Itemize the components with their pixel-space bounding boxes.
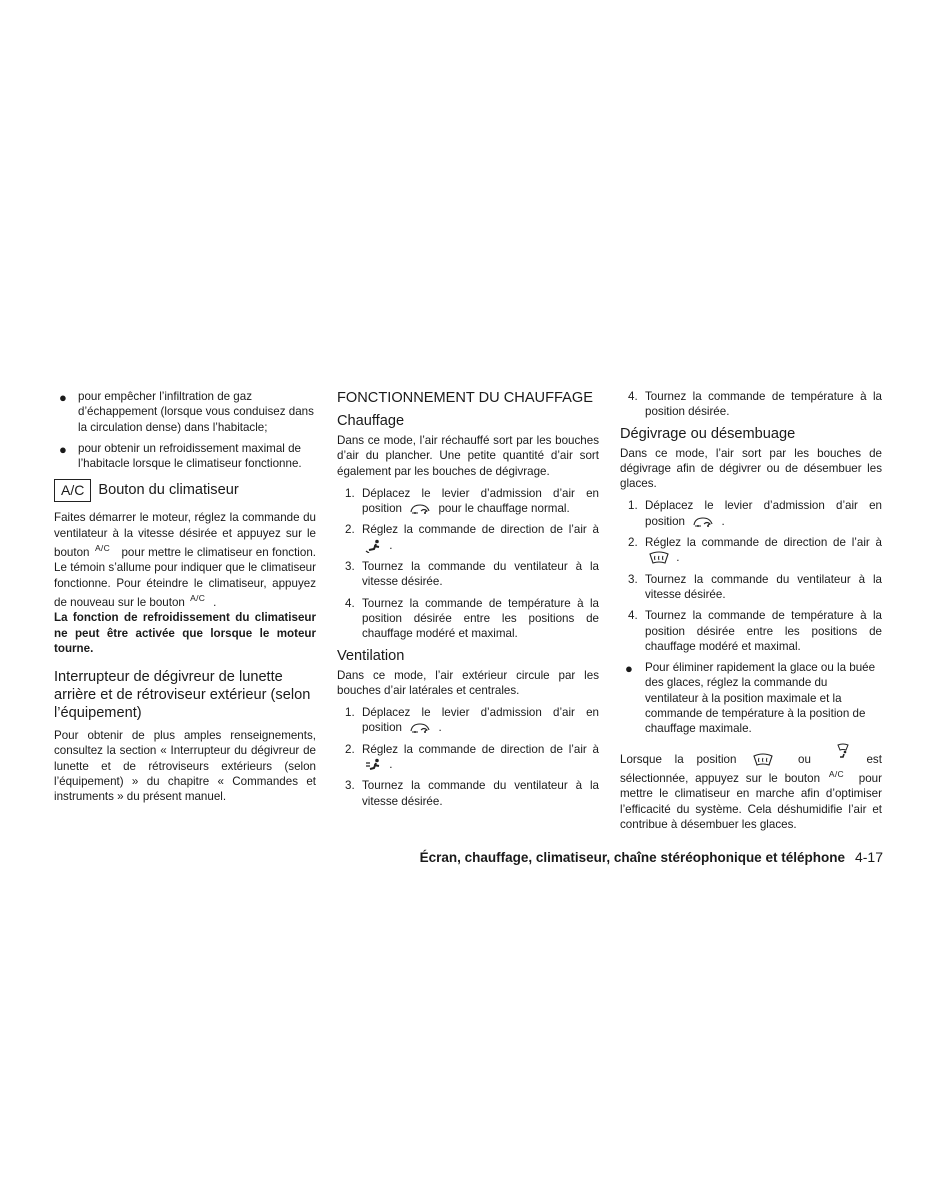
- recirculation-off-icon: [408, 502, 432, 516]
- ac-small-icon: A/C: [94, 543, 111, 554]
- bullet-icon: ●: [59, 390, 67, 405]
- text: est sélectionnée, appuyez sur le bouton: [620, 752, 882, 785]
- bullet-icon: ●: [625, 661, 633, 677]
- text: .: [389, 538, 393, 552]
- text: Tournez la commande du ventilateur à la vitesse désirée.: [645, 572, 882, 601]
- text: Déplacez le levier d’admission d’air en position: [362, 486, 599, 516]
- text: Réglez la commande de direction de l’air à: [645, 536, 882, 550]
- list-item: [337, 559, 599, 590]
- item-number: 3.: [345, 560, 355, 574]
- paragraph: Pour obtenir de plus amples renseignements, consultez la section « Interrupteur du dégivreur de lunette et de rétroviseurs extérieurs (selon l’équipement) » du chapitre « Commandes et instruments » du présent manuel.: [54, 729, 316, 804]
- text: Réglez la commande de direction de l’air à: [362, 742, 599, 756]
- text: ou: [798, 752, 811, 766]
- item-number: 2.: [345, 742, 355, 756]
- section-heading: Bouton du climatiseur: [98, 482, 239, 499]
- column-left: [54, 389, 316, 805]
- ac-small-icon: A/C: [190, 592, 206, 603]
- paragraph: Dans ce mode, l’air sort par les bouches de dégivrage afin de dégivrer ou de désembuer les glaces.: [620, 446, 882, 491]
- list-item: [620, 389, 882, 420]
- paragraph: [620, 743, 882, 832]
- ac-button-heading: [54, 479, 316, 502]
- text: Tournez la commande du ventilateur à la vitesse désirée.: [362, 560, 599, 589]
- text: pour mettre le climatiseur en fonction. Le témoin s’allume pour indiquer que le climatiseur fonctionne. Pour éteindre le climatiseur, appuyez de nouveau sur le bouton: [54, 546, 316, 609]
- face-vent-icon: [365, 758, 383, 772]
- list-item: [620, 572, 882, 603]
- text: pour mettre le climatiseur en marche afin d’optimiser l’efficacité du système. Cela déshumidifie l’air et contribue à désembuer les glaces.: [620, 771, 882, 831]
- list-item: [620, 660, 882, 736]
- list-item: [620, 498, 882, 529]
- chapter-title: Écran, chauffage, climatiseur, chaîne stéréophonique et téléphone: [419, 850, 845, 865]
- text: Tournez la commande de température à la position désirée entre les positions de chauffage modéré et maximal.: [362, 596, 599, 641]
- warning-note: La fonction de refroidissement du climatiseur ne peut être activée que lorsque le moteur tourne.: [54, 611, 316, 655]
- text: Faites démarrer le moteur, réglez la commande du ventilateur à la vitesse désirée et appuyez sur le bouton: [54, 511, 316, 560]
- list-item: [620, 535, 882, 566]
- recirculation-off-icon: [408, 721, 432, 735]
- list-item: [337, 705, 599, 736]
- list-item: [337, 486, 599, 517]
- subsection-heading: Dégivrage ou désembuage: [620, 425, 796, 442]
- subsection-heading: Ventilation: [337, 647, 405, 664]
- floor-vent-icon: [365, 539, 383, 553]
- text: .: [721, 514, 725, 528]
- item-number: 1.: [345, 486, 355, 500]
- column-middle: [337, 389, 599, 815]
- text: Réglez la commande de direction de l’air à: [362, 523, 599, 537]
- text: Lorsque la position: [620, 752, 737, 766]
- list-item: [337, 742, 599, 773]
- text: Tournez la commande de température à la position désirée.: [645, 390, 882, 419]
- item-number: 4.: [628, 609, 638, 623]
- ac-small-icon: A/C: [828, 768, 844, 779]
- section-heading: Interrupteur de dégivreur de lunette arrière et de rétroviseur extérieur (selon l’équipement): [54, 669, 311, 722]
- column-right: [620, 389, 882, 832]
- paragraph: Dans ce mode, l’air réchauffé sort par les bouches d’air du plancher. Une petite quantité d’air sort également par les bouches de dégivrage.: [337, 434, 599, 478]
- item-number: 3.: [345, 779, 355, 793]
- list-item: [337, 596, 599, 642]
- ac-button-icon: A/C: [54, 479, 91, 502]
- item-number: 4.: [628, 390, 638, 403]
- defrost-floor-icon: [835, 743, 851, 759]
- text: Déplacez le levier d’admission d’air en position: [362, 706, 599, 735]
- paragraph: [54, 510, 316, 610]
- list-item: [337, 778, 599, 809]
- item-number: 3.: [628, 572, 638, 586]
- item-number: 4.: [345, 596, 355, 610]
- section-heading: FONCTIONNEMENT DU CHAUFFAGE: [337, 390, 593, 406]
- item-number: 1.: [345, 706, 355, 720]
- item-number: 2.: [628, 536, 638, 550]
- page-number: 4-17: [854, 849, 883, 865]
- paragraph: Dans ce mode, l’air extérieur circule par les bouches d’air latérales et centrales.: [337, 668, 599, 697]
- defrost-icon: [752, 753, 774, 767]
- defrost-icon: [648, 551, 670, 565]
- list-item: [620, 608, 882, 654]
- bullet-text: Pour éliminer rapidement la glace ou la buée des glaces, réglez la commande du ventilateur à la position maximale et la commande de température à la position de chauffage maximale.: [645, 661, 876, 736]
- list-item: [337, 522, 599, 553]
- item-number: 1.: [628, 499, 638, 513]
- list-item: [54, 441, 316, 472]
- text: .: [676, 551, 680, 565]
- recirculation-off-icon: [691, 515, 715, 529]
- bullet-text: pour empêcher l’infiltration de gaz d’échappement (lorsque vous conduisez dans la circulation dense) dans l’habitacle;: [78, 390, 314, 434]
- item-number: 2.: [345, 523, 355, 537]
- text: Tournez la commande de température à la position désirée entre les positions de chauffage modéré et maximal.: [645, 609, 882, 653]
- bullet-text: pour obtenir un refroidissement maximal de l’habitacle lorsque le climatiseur fonctionne.: [78, 441, 302, 471]
- bullet-icon: ●: [59, 441, 67, 457]
- text: .: [213, 595, 217, 609]
- text: pour le chauffage normal.: [438, 502, 570, 516]
- text: .: [389, 758, 393, 772]
- list-item: [54, 389, 316, 435]
- subsection-heading: Chauffage: [337, 413, 405, 429]
- text: .: [438, 721, 442, 735]
- text: Déplacez le levier d’admission d’air en position: [645, 499, 882, 528]
- page-footer: [405, 849, 883, 865]
- text: Tournez la commande du ventilateur à la vitesse désirée.: [362, 779, 599, 808]
